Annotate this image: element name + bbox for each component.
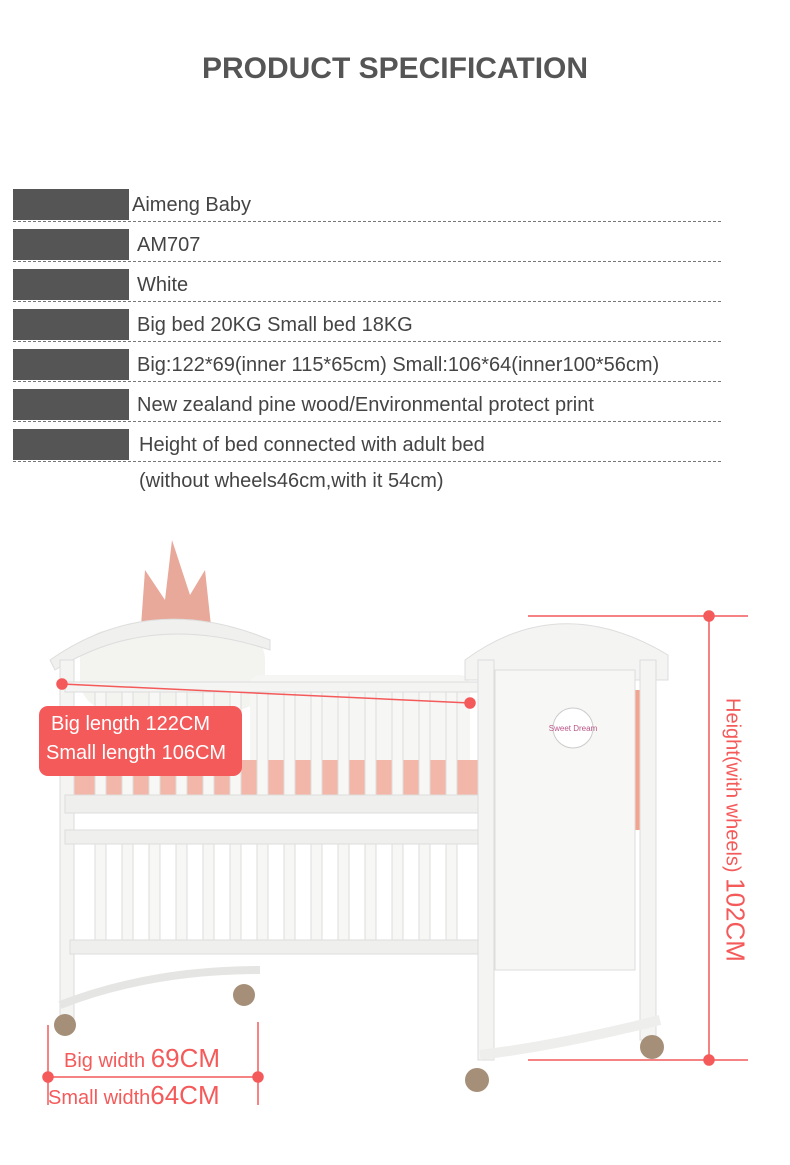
- page-title: PRODUCT SPECIFICATION: [201, 52, 589, 85]
- height-value: 102CM: [720, 878, 751, 962]
- crib-slat: [95, 844, 106, 940]
- spec-value: New zealand pine wood/Environmental protect print: [137, 394, 594, 416]
- crib-slat: [419, 844, 430, 940]
- crib-slat: [338, 692, 349, 795]
- crib-slat: [257, 692, 268, 795]
- big-length-label: Big length 122CM: [51, 713, 210, 735]
- length-badge: [39, 706, 242, 776]
- crib-slat: [284, 692, 295, 795]
- spec-extra-note: (without wheels46cm,with it 54cm): [139, 470, 444, 492]
- crib-slat: [338, 844, 349, 940]
- small-width-value: 64CM: [150, 1080, 220, 1110]
- crib-slat: [419, 692, 430, 795]
- crib-slat: [392, 692, 403, 795]
- crib-slat: [392, 844, 403, 940]
- height-label: Height(with wheels): [721, 698, 744, 879]
- crib-slat: [257, 844, 268, 940]
- spec-value: Big bed 20KG Small bed 18KG: [137, 314, 413, 336]
- crib-slat: [149, 844, 160, 940]
- small-width: [48, 1080, 220, 1111]
- small-length-label: Small length 106CM: [46, 742, 227, 764]
- crib-slat: [284, 844, 295, 940]
- crib-logo-text: Sweet Dream: [548, 724, 598, 733]
- spec-value: Aimeng Baby: [132, 194, 251, 216]
- big-width-label: Big width: [64, 1050, 151, 1072]
- crib-slat: [311, 844, 322, 940]
- crib-slat: [446, 692, 457, 795]
- crib-slat: [446, 844, 457, 940]
- big-width-value: 69CM: [150, 1043, 221, 1073]
- small-width-label: Small width: [48, 1087, 151, 1109]
- height-dimension: [720, 698, 751, 962]
- crib-slat: [203, 844, 214, 940]
- spec-value: Big:122*69(inner 115*65cm) Small:106*64(inner100*56cm): [137, 354, 660, 376]
- crib-slat: [365, 692, 376, 795]
- crib-slat: [230, 844, 241, 940]
- crib-slat: [122, 844, 133, 940]
- spec-value: White: [137, 274, 189, 296]
- crib-slat: [365, 844, 376, 940]
- crib-slat: [311, 692, 322, 795]
- big-width: [64, 1043, 220, 1074]
- crib-slat: [176, 844, 187, 940]
- spec-value: Height of bed connected with adult bed: [139, 434, 485, 456]
- spec-value: AM707: [137, 234, 201, 256]
